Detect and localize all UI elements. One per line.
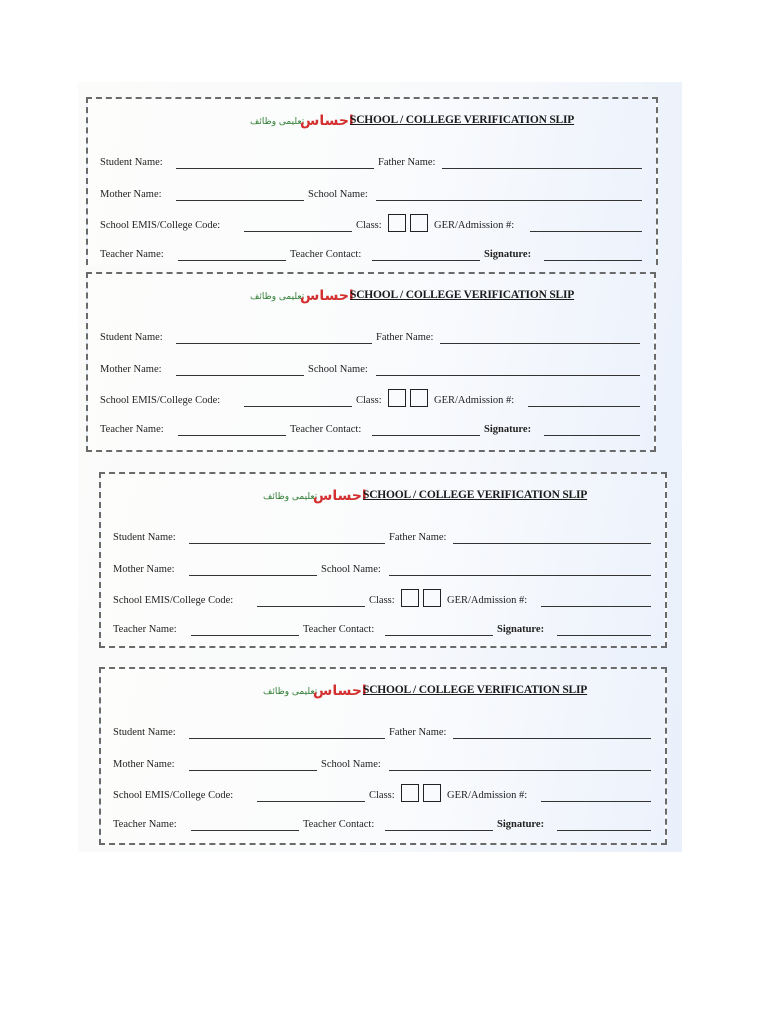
class-label: Class: [356,395,382,406]
row-code-class-ger [100,220,644,236]
slip-header [88,288,654,310]
class-box-2[interactable] [410,214,428,232]
slip-title: SCHOOL / COLLEGE VERIFICATION SLIP [363,489,588,501]
slip-title: SCHOOL / COLLEGE VERIFICATION SLIP [350,289,575,301]
student-name-field[interactable] [189,738,385,739]
father-name-field[interactable] [453,543,651,544]
row-student-father [113,532,653,548]
school-code-field[interactable] [244,231,352,232]
row-code-class-ger [113,790,653,806]
school-code-label: School EMIS/College Code: [100,395,221,406]
teacher-contact-label: Teacher Contact: [290,249,362,260]
teacher-name-label: Teacher Name: [100,249,164,260]
ger-label: GER/Admission #: [447,790,528,801]
student-name-label: Student Name: [100,332,163,343]
class-label: Class: [356,220,382,231]
row-teacher [100,424,642,440]
row-teacher [113,819,653,835]
signature-field[interactable] [544,260,642,261]
school-code-label: School EMIS/College Code: [100,220,221,231]
mother-name-label: Mother Name: [100,364,162,375]
signature-label: Signature: [484,424,532,435]
father-name-label: Father Name: [376,332,434,343]
logo-brand: احساس [300,113,354,129]
row-student-father [113,727,653,743]
teacher-name-field[interactable] [178,260,286,261]
school-name-field[interactable] [389,575,651,576]
row-teacher [100,249,644,265]
school-name-field[interactable] [376,200,642,201]
ehsaas-logo [250,113,354,135]
class-box-2[interactable] [410,389,428,407]
father-name-label: Father Name: [389,727,447,738]
logo-brand: احساس [313,683,367,699]
teacher-contact-label: Teacher Contact: [290,424,362,435]
teacher-contact-label: Teacher Contact: [303,819,375,830]
slip-title: SCHOOL / COLLEGE VERIFICATION SLIP [350,114,575,126]
logo-tagline: تعلیمی وظائف [250,292,305,302]
student-name-label: Student Name: [113,532,176,543]
mother-name-field[interactable] [176,200,304,201]
class-label: Class: [369,790,395,801]
teacher-name-field[interactable] [191,635,299,636]
ger-label: GER/Admission #: [434,395,515,406]
father-name-field[interactable] [442,168,642,169]
mother-name-field[interactable] [189,770,317,771]
verification-slip [99,667,667,845]
school-name-label: School Name: [308,189,368,200]
ger-field[interactable] [541,801,651,802]
signature-field[interactable] [557,830,651,831]
class-box-2[interactable] [423,589,441,607]
teacher-contact-field[interactable] [385,830,493,831]
class-box-1[interactable] [401,589,419,607]
teacher-contact-field[interactable] [372,435,480,436]
logo-tagline: تعلیمی وظائف [263,687,318,697]
row-mother-school [100,189,644,205]
ehsaas-logo [263,488,367,510]
signature-label: Signature: [497,819,545,830]
row-mother-school [113,564,653,580]
student-name-field[interactable] [176,343,372,344]
teacher-name-label: Teacher Name: [100,424,164,435]
slip-header [88,113,656,135]
school-code-field[interactable] [244,406,352,407]
father-name-label: Father Name: [378,157,436,168]
class-label: Class: [369,595,395,606]
slip-title: SCHOOL / COLLEGE VERIFICATION SLIP [363,684,588,696]
student-name-field[interactable] [176,168,374,169]
row-student-father [100,157,644,173]
student-name-label: Student Name: [113,727,176,738]
teacher-name-field[interactable] [178,435,286,436]
mother-name-label: Mother Name: [113,564,175,575]
teacher-contact-label: Teacher Contact: [303,624,375,635]
slip-header [101,683,665,705]
class-box-2[interactable] [423,784,441,802]
teacher-name-field[interactable] [191,830,299,831]
father-name-label: Father Name: [389,532,447,543]
signature-label: Signature: [497,624,545,635]
school-name-field[interactable] [376,375,640,376]
signature-field[interactable] [557,635,651,636]
class-box-1[interactable] [388,214,406,232]
student-name-label: Student Name: [100,157,163,168]
school-code-label: School EMIS/College Code: [113,790,234,801]
row-code-class-ger [113,595,653,611]
ger-label: GER/Admission #: [434,220,515,231]
verification-slip [86,97,658,265]
teacher-name-label: Teacher Name: [113,624,177,635]
school-code-field[interactable] [257,606,365,607]
row-mother-school [100,364,642,380]
school-code-label: School EMIS/College Code: [113,595,234,606]
slip-header [101,488,665,510]
mother-name-field[interactable] [176,375,304,376]
class-box-1[interactable] [401,784,419,802]
ger-label: GER/Admission #: [447,595,528,606]
school-code-field[interactable] [257,801,365,802]
ger-field[interactable] [541,606,651,607]
mother-name-label: Mother Name: [113,759,175,770]
school-name-label: School Name: [321,564,381,575]
school-name-label: School Name: [308,364,368,375]
row-teacher [113,624,653,640]
row-mother-school [113,759,653,775]
signature-field[interactable] [544,435,640,436]
ger-field[interactable] [528,406,640,407]
teacher-contact-field[interactable] [385,635,493,636]
father-name-field[interactable] [453,738,651,739]
student-name-field[interactable] [189,543,385,544]
row-student-father [100,332,642,348]
ger-field[interactable] [530,231,642,232]
verification-slip [86,272,656,452]
ehsaas-logo [263,683,367,705]
class-box-1[interactable] [388,389,406,407]
school-name-label: School Name: [321,759,381,770]
mother-name-field[interactable] [189,575,317,576]
teacher-contact-field[interactable] [372,260,480,261]
school-name-field[interactable] [389,770,651,771]
logo-brand: احساس [300,288,354,304]
father-name-field[interactable] [440,343,640,344]
ehsaas-logo [250,288,354,310]
signature-label: Signature: [484,249,532,260]
logo-brand: احساس [313,488,367,504]
logo-tagline: تعلیمی وظائف [250,117,305,127]
teacher-name-label: Teacher Name: [113,819,177,830]
logo-tagline: تعلیمی وظائف [263,492,318,502]
row-code-class-ger [100,395,642,411]
mother-name-label: Mother Name: [100,189,162,200]
verification-slip [99,472,667,648]
